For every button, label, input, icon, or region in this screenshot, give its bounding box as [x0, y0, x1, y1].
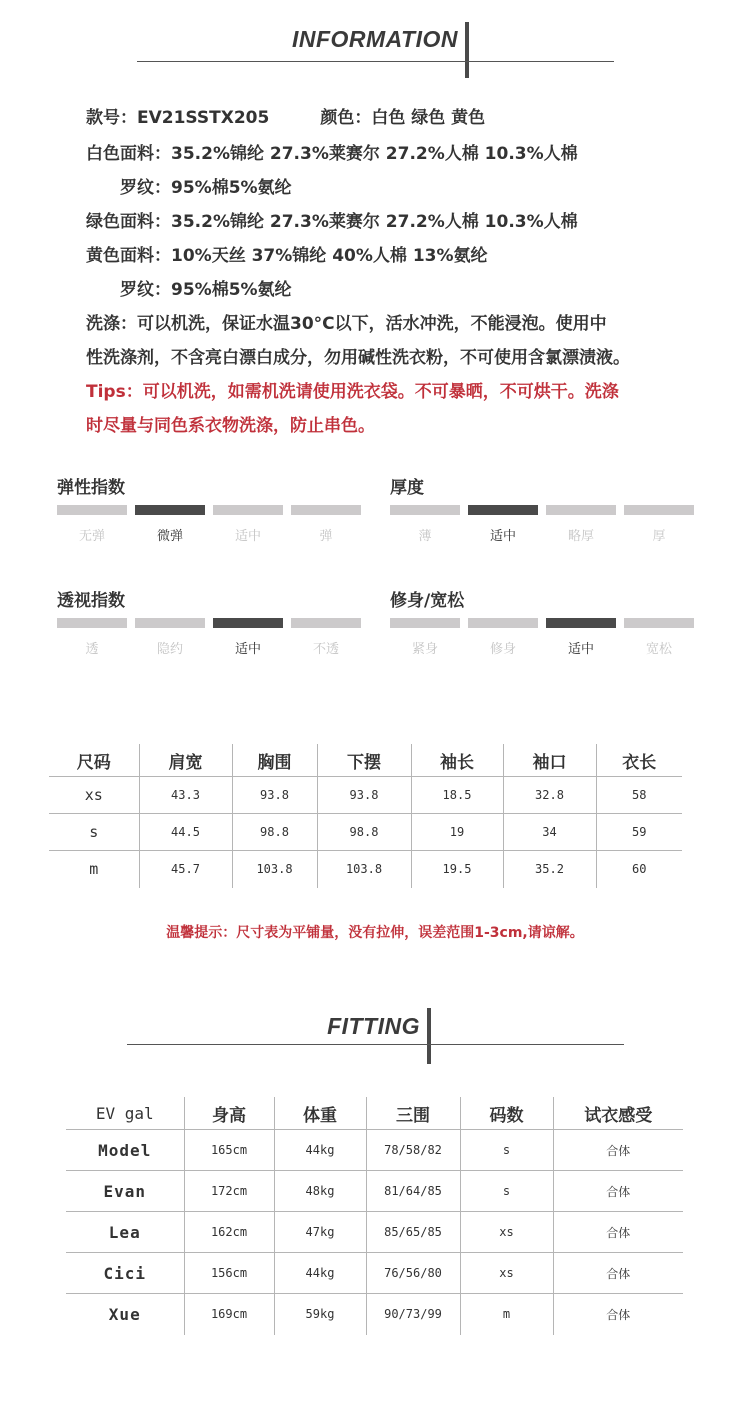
- model-name: Evan: [66, 1171, 184, 1212]
- indicator-option: 厚: [652, 529, 666, 544]
- table-row: [66, 1212, 683, 1253]
- fitting-cell: 85/65/85: [366, 1212, 460, 1253]
- table-row: [66, 1171, 683, 1212]
- fitting-cell: 44kg: [274, 1253, 366, 1294]
- model-name: Xue: [66, 1294, 184, 1335]
- size-cell: 19: [411, 814, 503, 851]
- indicator-option: 弹: [319, 529, 333, 544]
- fitting-divider: [127, 1044, 624, 1045]
- size-table: [49, 744, 682, 888]
- indicator-segment: [213, 618, 283, 628]
- size-cell: 60: [596, 851, 682, 888]
- indicator-segment: [390, 505, 460, 515]
- fitting-col-header: 身高: [184, 1097, 274, 1130]
- fitting-cell: 44kg: [274, 1130, 366, 1171]
- indicator-option: 适中: [234, 642, 261, 657]
- fitting-col-header: 体重: [274, 1097, 366, 1130]
- size-label: s: [49, 814, 139, 851]
- indicator-option: 适中: [234, 529, 261, 544]
- fitting-cell: s: [460, 1171, 553, 1212]
- fitting-cell: 172cm: [184, 1171, 274, 1212]
- fitting-cell: 76/56/80: [366, 1253, 460, 1294]
- fitting-cell: 78/58/82: [366, 1130, 460, 1171]
- size-col-header: 尺码: [76, 752, 111, 773]
- size-col-header: 下摆: [317, 744, 411, 777]
- size-col-header: 胸围: [232, 744, 317, 777]
- indicator-title: 弹性指数: [57, 478, 125, 498]
- size-col-header: 肩宽: [139, 744, 232, 777]
- indicator-group: [390, 583, 700, 673]
- model-name: Cici: [66, 1253, 184, 1294]
- info-line: 罗纹：95%棉5%氨纶: [86, 178, 292, 198]
- fitting-col-header: EV gal: [95, 1103, 154, 1123]
- information-title-bar: [465, 22, 469, 78]
- fitting-cell: s: [460, 1130, 553, 1171]
- fitting-cell: 169cm: [184, 1294, 274, 1335]
- size-cell: 34: [503, 814, 596, 851]
- fitting-cell: 90/73/99: [366, 1294, 460, 1335]
- indicator-segment: [390, 618, 460, 628]
- indicator-option: 薄: [418, 529, 432, 544]
- fitting-title: FITTING: [327, 1013, 420, 1039]
- size-cell: 103.8: [232, 851, 317, 888]
- indicator-option: 隐约: [156, 642, 183, 657]
- info-line: 黄色面料：10%天丝 37%锦纶 40%人棉 13%氨纶: [86, 246, 488, 266]
- fitting-cell: 合体: [553, 1253, 683, 1294]
- table-row: [49, 814, 682, 851]
- info-line: 时尽量与同色系衣物洗涤，防止串色。: [86, 416, 375, 436]
- fitting-col-header: 三围: [366, 1097, 460, 1130]
- indicator-segment: [57, 618, 127, 628]
- indicator-segment: [291, 618, 361, 628]
- fitting-cell: 81/64/85: [366, 1171, 460, 1212]
- fitting-cell: xs: [460, 1253, 553, 1294]
- fitting-title-bar: [427, 1008, 431, 1064]
- fitting-cell: 156cm: [184, 1253, 274, 1294]
- indicator-option: 适中: [489, 529, 516, 544]
- size-cell: 43.3: [139, 777, 232, 814]
- info-line: 性洗涤剂，不含亮白漂白成分，勿用碱性洗衣粉，不可使用含氯漂渍液。: [86, 348, 630, 368]
- size-col-header: 衣长: [596, 744, 682, 777]
- indicator-option: 宽松: [645, 642, 672, 657]
- table-row: [66, 1253, 683, 1294]
- info-line: 洗涤：可以机洗，保证水温30°C以下，活水冲洗，不能浸泡。使用中: [86, 314, 607, 334]
- information-header: [0, 0, 750, 80]
- indicator-group: [57, 583, 367, 673]
- size-cell: 35.2: [503, 851, 596, 888]
- size-cell: 98.8: [232, 814, 317, 851]
- indicator-option: 无弹: [78, 529, 105, 544]
- indicator-segment: [546, 618, 616, 628]
- info-line: 白色面料：35.2%锦纶 27.3%莱赛尔 27.2%人棉 10.3%人棉: [86, 144, 578, 164]
- size-col-header: 袖长: [411, 744, 503, 777]
- fitting-cell: m: [460, 1294, 553, 1335]
- size-cell: 18.5: [411, 777, 503, 814]
- indicator-segment: [546, 505, 616, 515]
- fitting-cell: 162cm: [184, 1212, 274, 1253]
- size-cell: 59: [596, 814, 682, 851]
- fabric-indicators: [0, 470, 750, 670]
- table-row: [66, 1130, 683, 1171]
- fitting-cell: 合体: [553, 1130, 683, 1171]
- size-cell: 45.7: [139, 851, 232, 888]
- fitting-cell: xs: [460, 1212, 553, 1253]
- info-line: Tips：可以机洗，如需机洗请使用洗衣袋。不可暴晒，不可烘干。洗涤: [86, 382, 619, 402]
- indicator-title: 修身/宽松: [390, 591, 465, 611]
- information-divider: [137, 61, 614, 62]
- size-cell: 98.8: [317, 814, 411, 851]
- fitting-col-header: 试衣感受: [553, 1097, 683, 1130]
- indicator-option: 微弹: [156, 529, 183, 544]
- indicator-option: 紧身: [411, 642, 438, 657]
- size-cell: 19.5: [411, 851, 503, 888]
- indicator-segment: [291, 505, 361, 515]
- size-col-header: 袖口: [503, 744, 596, 777]
- size-label: xs: [49, 777, 139, 814]
- size-cell: 44.5: [139, 814, 232, 851]
- indicator-segment: [468, 618, 538, 628]
- fitting-cell: 合体: [553, 1171, 683, 1212]
- indicator-title: 透视指数: [57, 591, 125, 611]
- indicator-option: 不透: [312, 642, 339, 657]
- fitting-cell: 48kg: [274, 1171, 366, 1212]
- table-row: [66, 1294, 683, 1335]
- fitting-cell: 合体: [553, 1294, 683, 1335]
- indicator-segment: [135, 618, 205, 628]
- size-note: 温馨提示：尺寸表为平铺量，没有拉伸，误差范围1-3cm,请谅解。: [166, 925, 584, 941]
- indicator-segment: [624, 505, 694, 515]
- size-label: m: [49, 851, 139, 888]
- indicator-group: [390, 470, 700, 560]
- fitting-col-header: 码数: [460, 1097, 553, 1130]
- information-title: INFORMATION: [291, 26, 458, 52]
- fitting-table: [66, 1097, 683, 1335]
- fitting-header: [0, 1000, 750, 1070]
- info-line: 款号：EV21SSTX205 颜色：白色 绿色 黄色: [86, 108, 486, 128]
- table-row: [49, 851, 682, 888]
- indicator-segment: [135, 505, 205, 515]
- indicator-option: 透: [85, 642, 99, 657]
- indicator-option: 略厚: [567, 529, 594, 544]
- indicator-segment: [57, 505, 127, 515]
- fitting-cell: 合体: [553, 1212, 683, 1253]
- info-line: 罗纹：95%棉5%氨纶: [86, 280, 292, 300]
- size-cell: 32.8: [503, 777, 596, 814]
- model-name: Lea: [66, 1212, 184, 1253]
- table-row: [49, 777, 682, 814]
- indicator-group: [57, 470, 367, 560]
- model-name: Model: [66, 1130, 184, 1171]
- size-cell: 93.8: [317, 777, 411, 814]
- size-cell: 93.8: [232, 777, 317, 814]
- indicator-title: 厚度: [390, 478, 424, 498]
- size-cell: 58: [596, 777, 682, 814]
- indicator-segment: [468, 505, 538, 515]
- indicator-segment: [624, 618, 694, 628]
- indicator-option: 修身: [489, 642, 516, 657]
- fitting-cell: 59kg: [274, 1294, 366, 1335]
- indicator-option: 适中: [567, 642, 594, 657]
- size-cell: 103.8: [317, 851, 411, 888]
- indicator-segment: [213, 505, 283, 515]
- info-line: 绿色面料：35.2%锦纶 27.3%莱赛尔 27.2%人棉 10.3%人棉: [86, 212, 578, 232]
- fitting-cell: 47kg: [274, 1212, 366, 1253]
- fitting-cell: 165cm: [184, 1130, 274, 1171]
